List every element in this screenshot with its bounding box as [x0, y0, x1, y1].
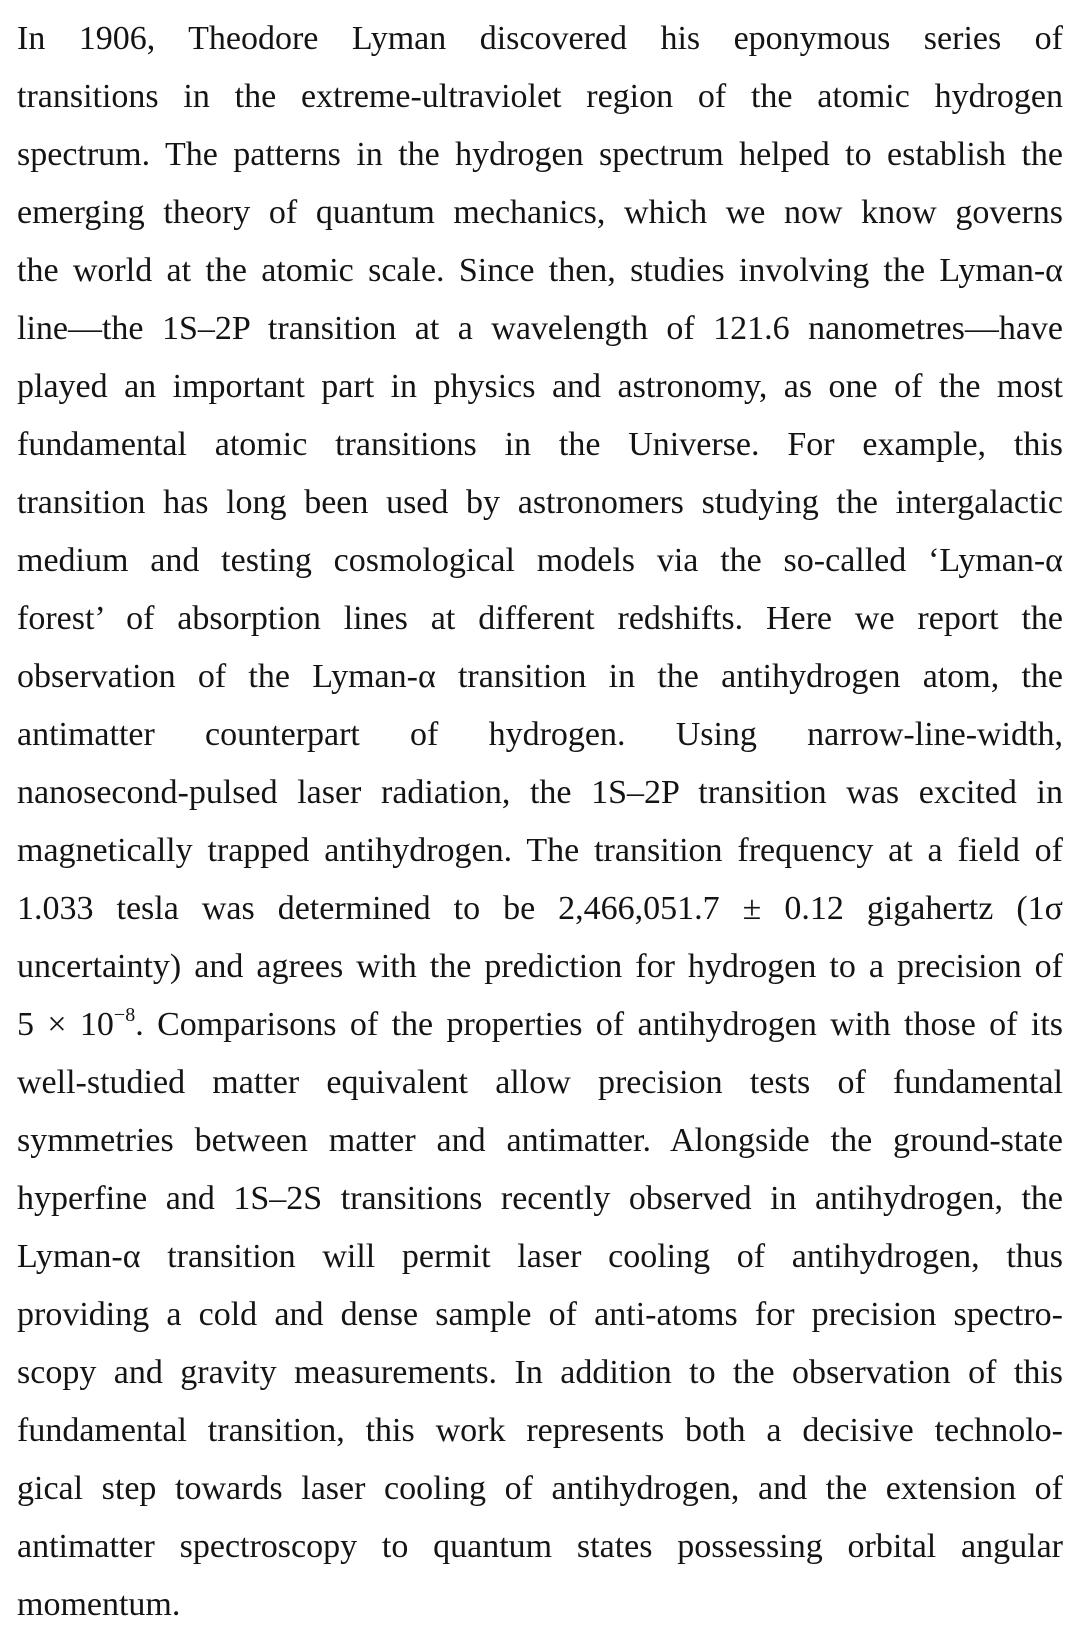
text-line: played an important part in physics and astronomy, as one of the most: [17, 368, 1063, 405]
text-line: the world at the atomic scale. Since then, studies involving the Lyman-α: [17, 252, 1063, 289]
text-line: forest’ of absorption lines at different redshifts. Here we report the: [17, 600, 1063, 637]
text-line: well-studied matter equivalent allow precision tests of fundamental: [17, 1064, 1063, 1101]
text-line: scopy and gravity measurements. In addition to the observation of this: [17, 1354, 1063, 1391]
text-line: nanosecond-pulsed laser radiation, the 1S–2P transition was excited in: [17, 774, 1063, 811]
text-line: hyperfine and 1S–2S transitions recently observed in antihydrogen, the: [17, 1180, 1063, 1217]
text-line: spectrum. The patterns in the hydrogen spectrum helped to establish the: [17, 136, 1063, 173]
text-line-with-exponent: [17, 996, 1063, 1054]
text-line: In 1906, Theodore Lyman discovered his eponymous series of: [17, 20, 1063, 57]
text-line: fundamental transition, this work represents both a decisive technolo-: [17, 1412, 1063, 1449]
text-line: antimatter spectroscopy to quantum states possessing orbital angular: [17, 1528, 1063, 1565]
text-line: magnetically trapped antihydrogen. The transition frequency at a field of: [17, 832, 1063, 869]
text-line: 1.033 tesla was determined to be 2,466,051.7 ± 0.12 gigahertz (1σ: [17, 890, 1063, 927]
abstract-paragraph: [17, 10, 1063, 1634]
text-line: transitions in the extreme-ultraviolet region of the atomic hydrogen: [17, 78, 1063, 115]
text-line: antimatter counterpart of hydrogen. Using narrow-line-width,: [17, 716, 1063, 753]
text-line: medium and testing cosmological models via the so-called ‘Lyman-α: [17, 542, 1063, 579]
text-line: transition has long been used by astronomers studying the intergalactic: [17, 484, 1063, 521]
text-line: Lyman-α transition will permit laser cooling of antihydrogen, thus: [17, 1238, 1063, 1275]
text-line-final: momentum.: [17, 1586, 181, 1623]
text-line: emerging theory of quantum mechanics, which we now know governs: [17, 194, 1063, 231]
precision-exponent: −8: [113, 1004, 136, 1026]
text-line-remainder: . Comparisons of the properties of antihydrogen with those of its: [135, 1006, 1063, 1043]
text-line: fundamental atomic transitions in the Universe. For example, this: [17, 426, 1063, 463]
text-line: symmetries between matter and antimatter. Alongside the ground-state: [17, 1122, 1063, 1159]
text-line: uncertainty) and agrees with the prediction for hydrogen to a precision of: [17, 948, 1063, 985]
text-line: providing a cold and dense sample of anti-atoms for precision spectro-: [17, 1296, 1063, 1333]
text-line: line—the 1S–2P transition at a wavelength of 121.6 nanometres—have: [17, 310, 1063, 347]
text-line: observation of the Lyman-α transition in the antihydrogen atom, the: [17, 658, 1063, 695]
text-line: gical step towards laser cooling of antihydrogen, and the extension of: [17, 1470, 1063, 1507]
precision-mantissa: 5 × 10: [17, 1006, 114, 1043]
